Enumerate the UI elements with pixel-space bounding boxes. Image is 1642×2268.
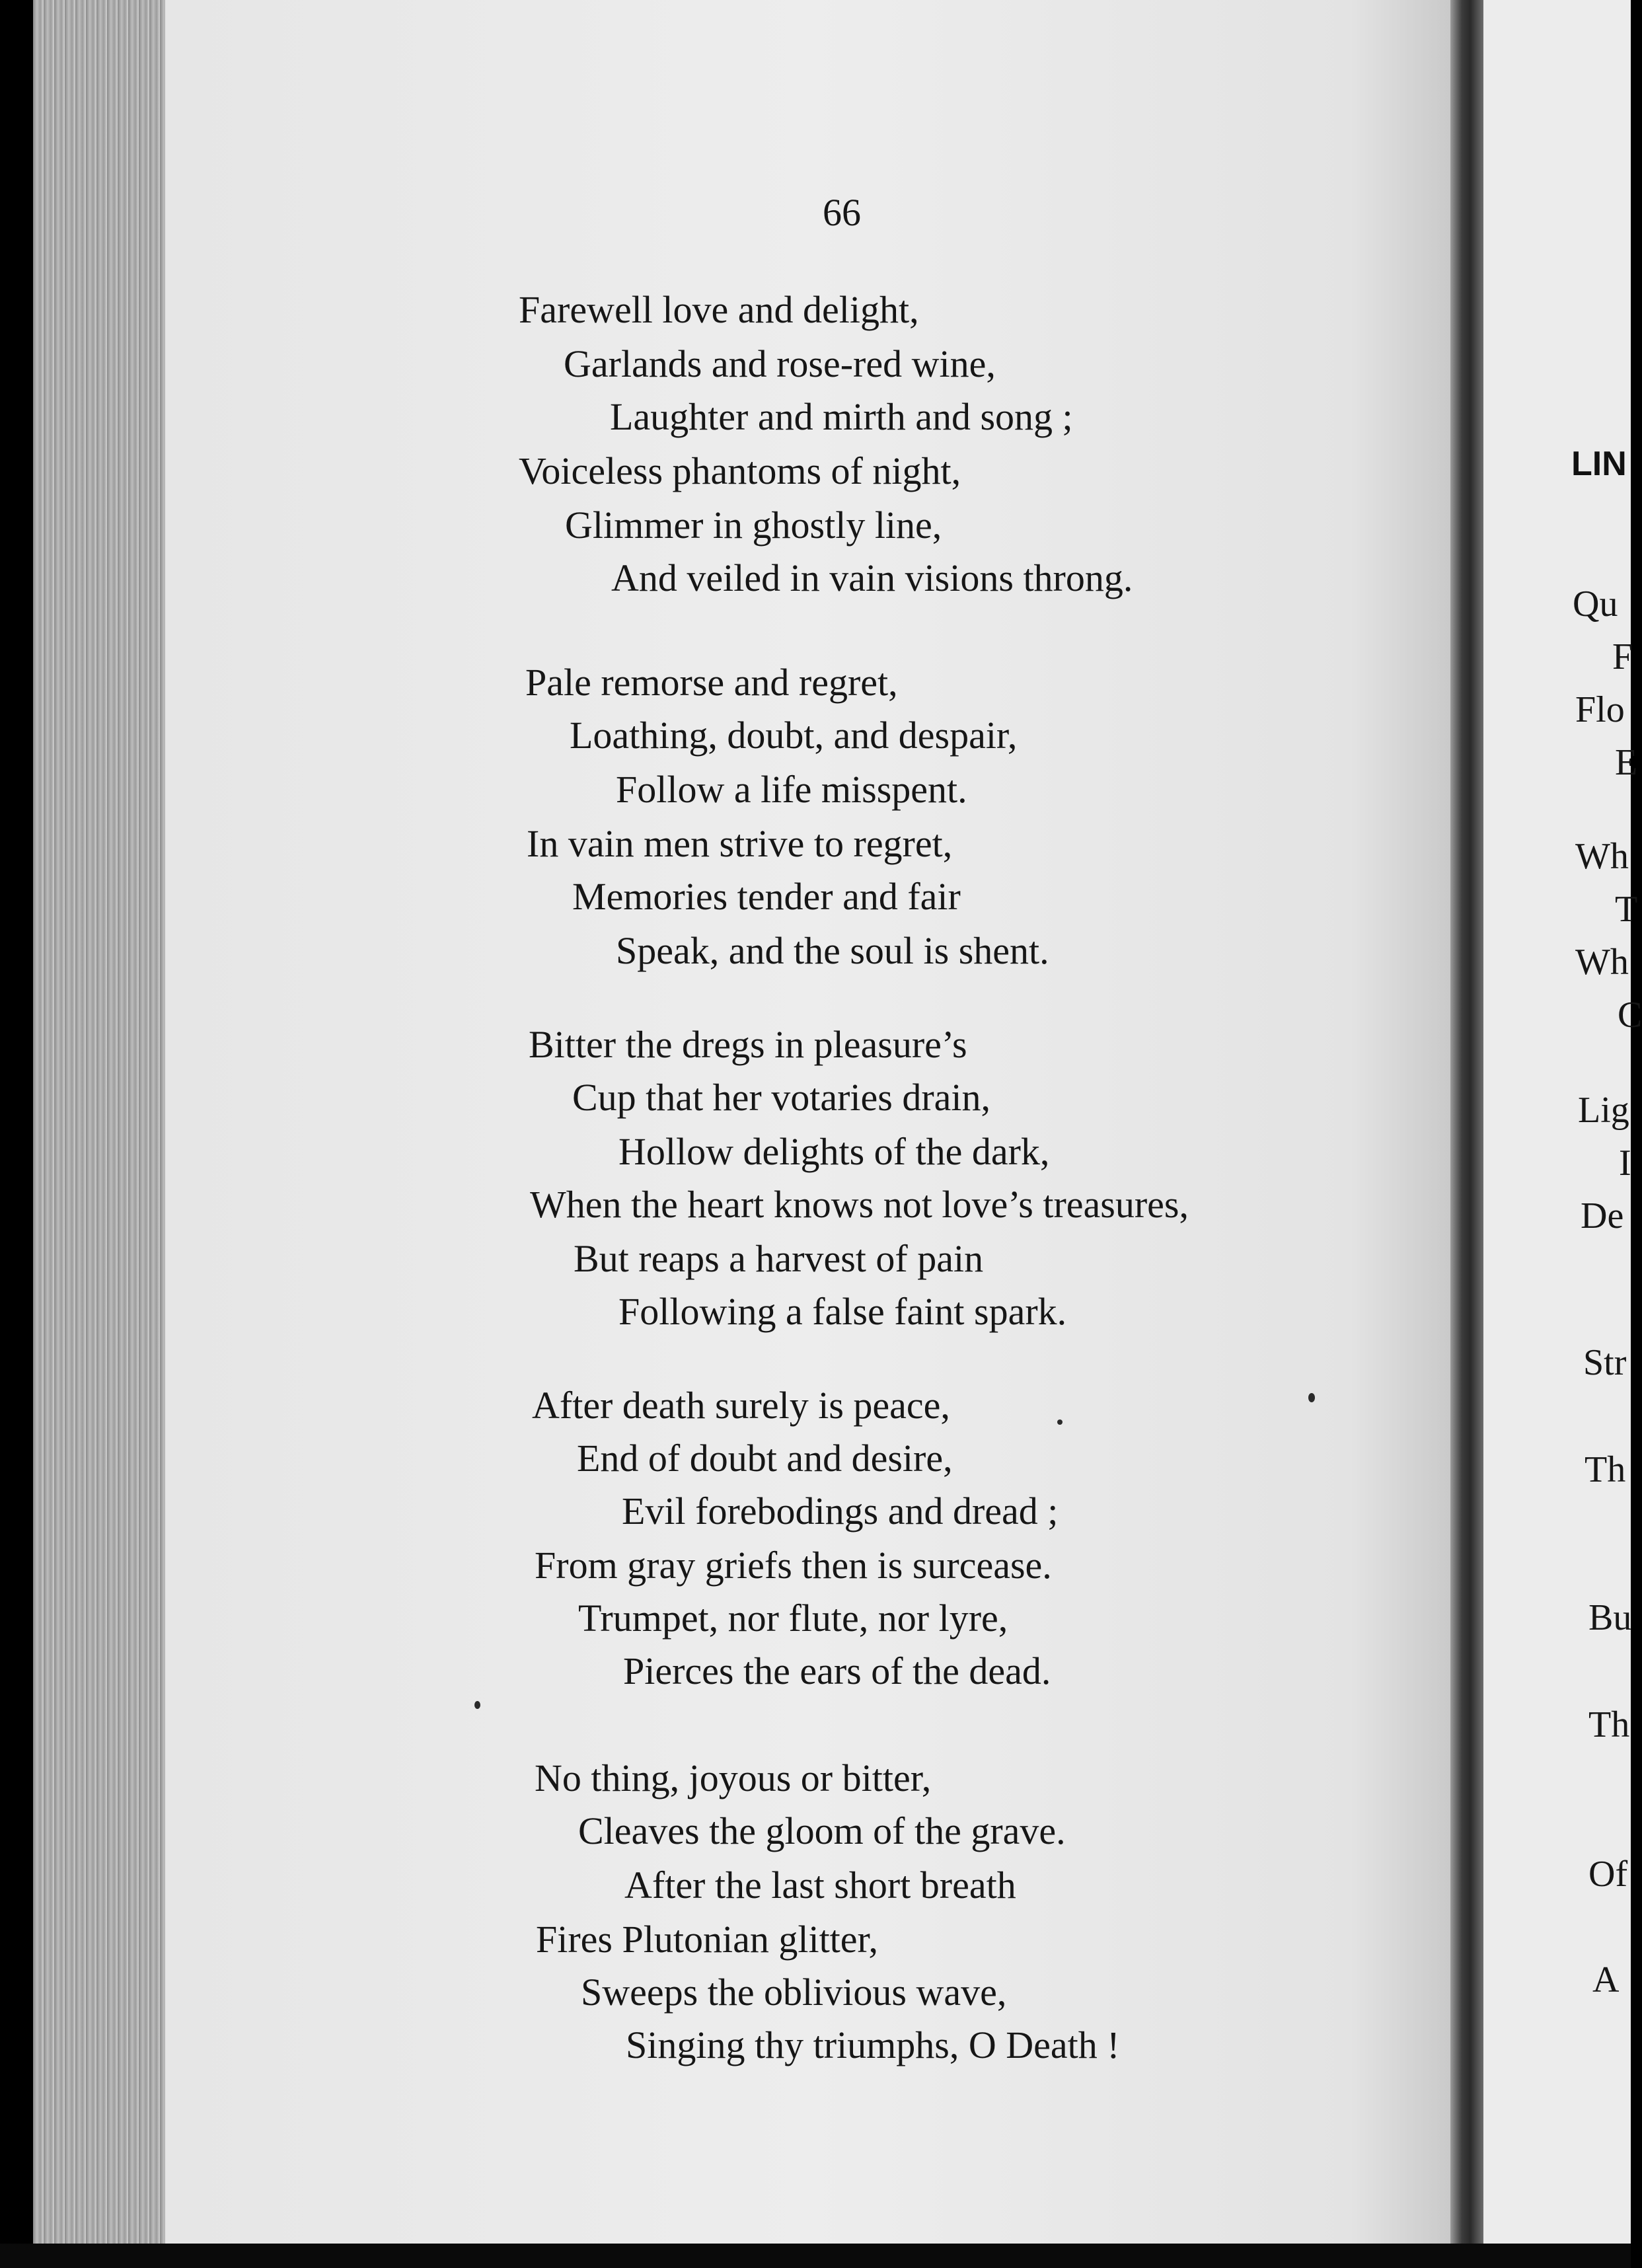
right-page-line: Wh [1575, 836, 1629, 877]
poem-line: But reaps a harvest of pain [574, 1237, 984, 1280]
page-edge-stack [33, 0, 165, 2268]
poem-line: No thing, joyous or bitter, [535, 1757, 932, 1799]
poem-line: Memories tender and fair [572, 875, 961, 918]
right-page-line: Str [1583, 1342, 1627, 1383]
poem-line: Sweeps the oblivious wave, [581, 1971, 1007, 2014]
poem-line: Pale remorse and regret, [525, 661, 898, 704]
right-page-line: A [1592, 1959, 1620, 2000]
poem-line: Speak, and the soul is shent. [616, 929, 1049, 972]
poem-line: End of doubt and desire, [577, 1437, 953, 1480]
poem-line: Evil forebodings and dread ; [622, 1490, 1059, 1532]
poem-line: Following a false faint spark. [618, 1290, 1067, 1333]
poem-line: When the heart knows not love’s treasures, [530, 1183, 1189, 1226]
right-page-line: Wh [1575, 942, 1629, 983]
poem-line: From gray griefs then is surcease. [535, 1544, 1052, 1587]
right-page-line: Of [1588, 1854, 1628, 1895]
poem-line: Fires Plutonian glitter, [536, 1918, 879, 1961]
poem-line: And veiled in vain visions throng. [611, 556, 1133, 599]
right-page-line: F [1612, 636, 1633, 677]
poem-line: Laughter and mirth and song ; [610, 395, 1073, 438]
right-page-line: Flo [1575, 689, 1625, 730]
poem-line: Singing thy triumphs, O Death ! [626, 2023, 1120, 2066]
right-page-line: Bu [1588, 1597, 1632, 1638]
right-page-line: E [1615, 742, 1638, 783]
dust-speck [474, 1701, 480, 1709]
dust-speck [1308, 1393, 1315, 1402]
poem-line: Bitter the dregs in pleasure’s [529, 1023, 967, 1066]
poem-line: Loathing, doubt, and despair, [570, 714, 1018, 757]
scan-bottom-shadow [0, 2244, 1631, 2268]
poem-line: Farewell love and delight, [519, 288, 919, 331]
poem-line: After the last short breath [624, 1864, 1016, 1907]
poem-line: Glimmer in ghostly line, [565, 504, 942, 547]
poem-line: In vain men strive to regret, [527, 822, 953, 865]
right-page-line: C [1618, 995, 1642, 1036]
poem-line: Garlands and rose-red wine, [564, 342, 996, 385]
poem-line: Follow a life misspent. [616, 768, 967, 811]
right-page-heading: LIN [1571, 445, 1627, 483]
poem-line: Voiceless phantoms of night, [519, 449, 961, 492]
poem-line: Pierces the ears of the dead. [623, 1649, 1051, 1692]
book-gutter [1450, 0, 1483, 2268]
poem-line: After death surely is peace, [532, 1384, 950, 1427]
poem-line: Trumpet, nor flute, nor lyre, [578, 1597, 1008, 1640]
right-page-line: Th [1588, 1704, 1630, 1745]
right-page-line: De [1581, 1195, 1624, 1236]
dust-speck [1057, 1419, 1063, 1425]
poem-line: Cup that her votaries drain, [572, 1076, 990, 1119]
poem-line: Hollow delights of the dark, [618, 1130, 1050, 1173]
right-page [1483, 0, 1631, 2268]
right-page-line: Qu [1573, 584, 1618, 624]
right-page-line: Th [1585, 1449, 1626, 1490]
right-page-line: Lig [1578, 1090, 1629, 1131]
page-number: 66 [823, 191, 861, 234]
right-page-line: I [1619, 1143, 1631, 1184]
right-page-line: T [1615, 889, 1638, 930]
poem-line: Cleaves the gloom of the grave. [578, 1809, 1066, 1852]
